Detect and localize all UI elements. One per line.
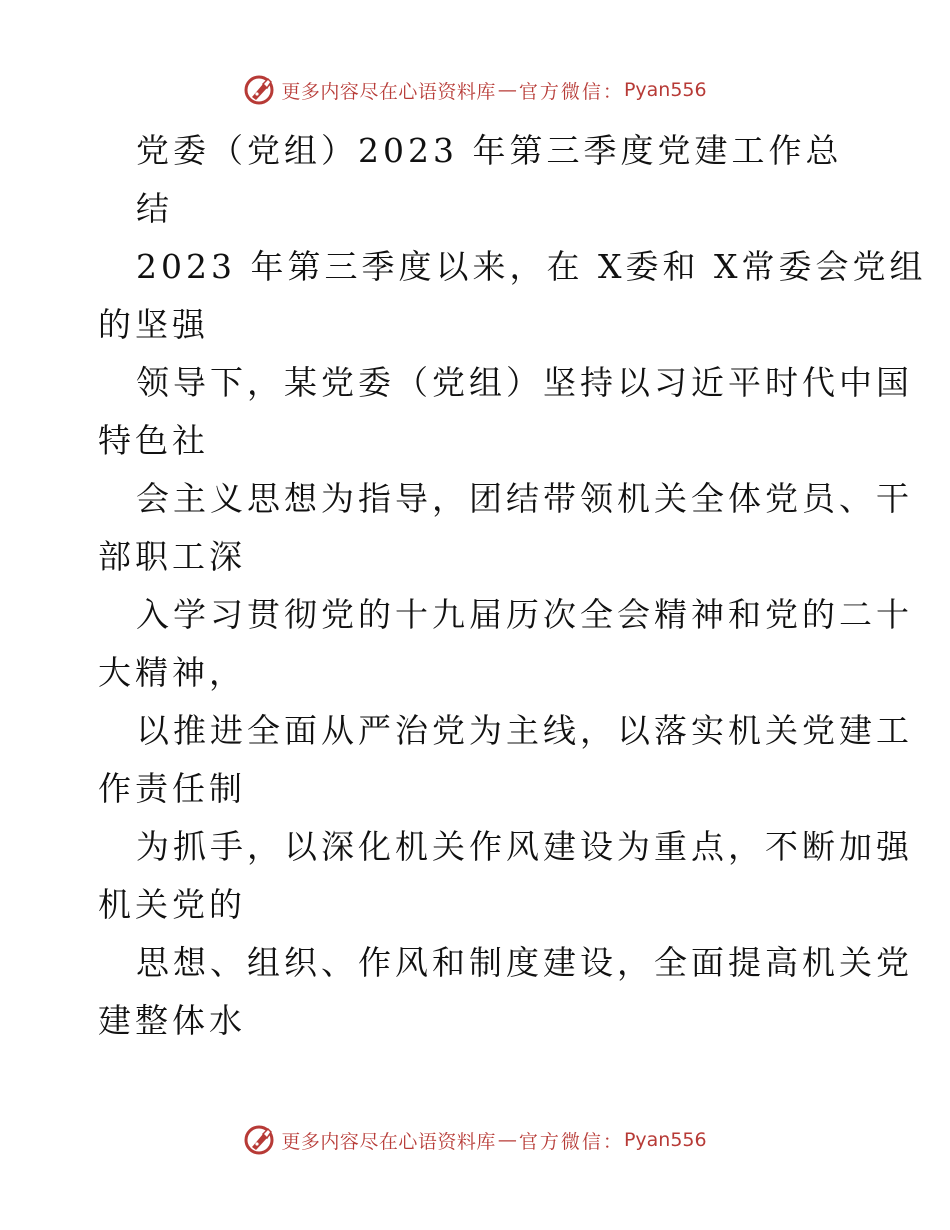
paragraph-line: 的坚强 <box>98 305 209 344</box>
paragraph-line: 作责任制 <box>98 769 246 808</box>
watermark-text: 更多内容尽在心语资料库 <box>281 1130 496 1153</box>
document-title-line: 党委（党组）2023 年第三季度党建工作总 <box>136 131 843 170</box>
paragraph-line: 大精神， <box>98 653 246 692</box>
watermark-separator: — <box>497 1129 517 1151</box>
watermark-banner-top <box>0 70 950 110</box>
paragraph-line: 入学习贯彻党的十九届历次全会精神和党的二十 <box>136 595 913 634</box>
paragraph-line: 特色社 <box>98 421 209 460</box>
paragraph-line: 为抓手，以深化机关作风建设为重点，不断加强 <box>136 827 913 866</box>
watermark-text: 更多内容尽在心语资料库 <box>281 80 496 103</box>
paragraph-line: 2023 年第三季度以来，在 X委和 X常委会党组 <box>136 247 927 286</box>
document-title-line: 结 <box>136 189 173 228</box>
watermark-wechat-label: 官方微信： <box>518 80 624 103</box>
document-body <box>98 122 927 1050</box>
paragraph-line: 部职工深 <box>98 537 246 576</box>
pen-nib-seal-icon <box>243 74 275 106</box>
paragraph-line: 会主义思想为指导，团结带领机关全体党员、干 <box>136 479 913 518</box>
paragraph-line: 领导下，某党委（党组）坚持以习近平时代中国 <box>136 363 913 402</box>
paragraph-line: 以推进全面从严治党为主线，以落实机关党建工 <box>136 711 913 750</box>
watermark-banner-bottom <box>0 1120 950 1160</box>
watermark-wechat-id: Pyan556 <box>623 1129 707 1151</box>
watermark-separator: — <box>497 79 517 101</box>
paragraph-line: 思想、组织、作风和制度建设，全面提高机关党 <box>136 943 913 982</box>
watermark-wechat-label: 官方微信： <box>518 1130 624 1153</box>
paragraph-line: 建整体水 <box>98 1001 246 1040</box>
paragraph-line: 机关党的 <box>98 885 246 924</box>
watermark-wechat-id: Pyan556 <box>623 79 707 101</box>
pen-nib-seal-icon <box>243 1124 275 1156</box>
